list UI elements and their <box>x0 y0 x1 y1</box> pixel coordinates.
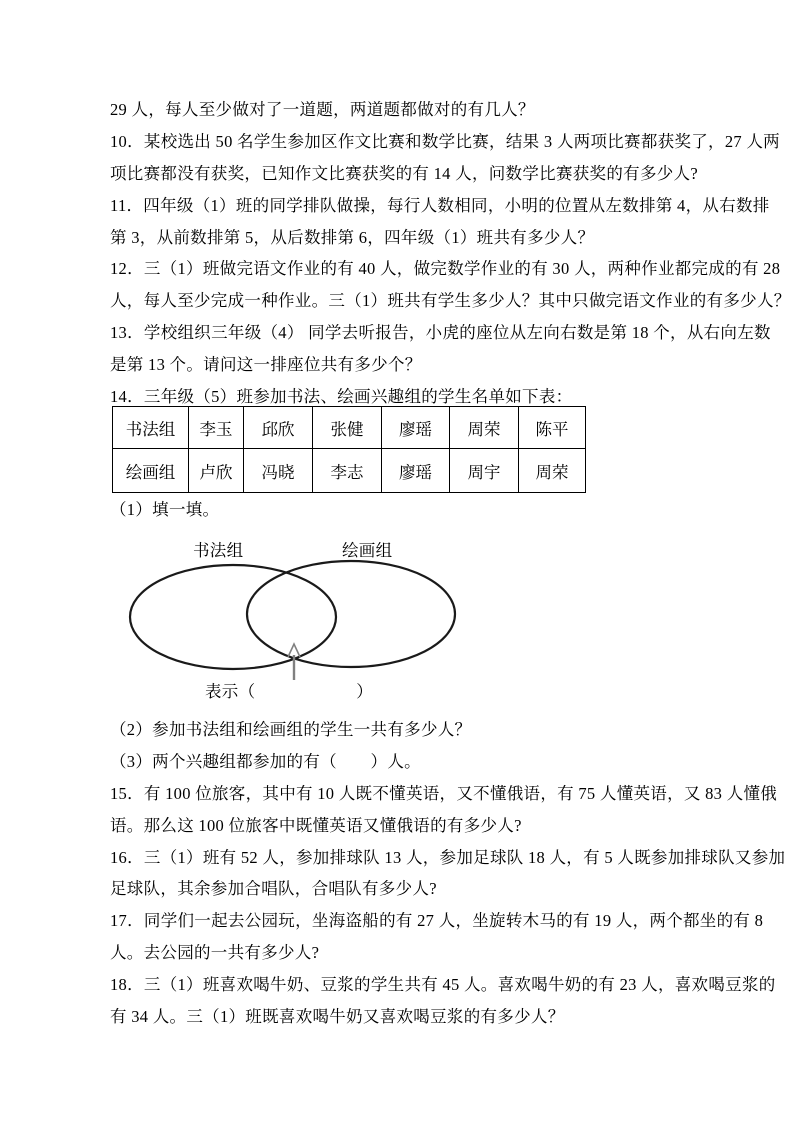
table-cell: 廖瑶 <box>382 407 450 449</box>
table-row-calligraphy <box>113 407 586 449</box>
text-line: 有 34 人。三（1）班既喜欢喝牛奶又喜欢喝豆浆的有多少人？ <box>110 1007 565 1027</box>
venn-right-ellipse <box>247 561 455 667</box>
table-cell: 张健 <box>313 407 382 449</box>
table-cell: 书法组 <box>113 407 189 449</box>
text-line: 足球队，其余参加合唱队，合唱队有多少人? <box>110 879 437 899</box>
text-line: 16．三（1）班有 52 人，参加排球队 13 人，参加足球队 18 人，有 5 人既参加排球队又参加 <box>110 847 786 867</box>
venn-left-set-label: 书法组 <box>193 541 244 560</box>
text-line: 17．同学们一起去公园玩，坐海盗船的有 27 人，坐旋转木马的有 19 人，两个都坐的有 8 <box>110 911 764 931</box>
table-row-painting <box>113 449 586 493</box>
table-cell: 李玉 <box>189 407 244 449</box>
venn-left-ellipse <box>130 565 336 669</box>
fill-in-prompt: （1）填一填。 <box>110 500 220 519</box>
intersection-arrow-icon <box>288 644 300 680</box>
text-line: 项比赛都没有获奖，已知作文比赛获奖的有 14 人，问数学比赛获奖的有多少人? <box>110 163 698 183</box>
table-cell: 周荣 <box>519 449 586 493</box>
text-line: 29 人，每人至少做对了一道题，两道题都做对的有几人？ <box>110 100 535 119</box>
table-cell: 周荣 <box>450 407 519 449</box>
text-line: 人，每人至少完成一种作业。三（1）班共有学生多少人？其中只做完语文作业的有多少人？ <box>110 291 791 311</box>
text-line: 13．学校组织三年级（4） 同学去听报告，小虎的座位从左向右数是第 18 个，从右向左数 <box>110 323 771 343</box>
text-line: （3）两个兴趣组都参加的有（ ）人。 <box>110 751 421 771</box>
text-line: 12．三（1）班做完语文作业的有 40 人，做完数学作业的有 30 人，两种作业都完成的有 28 <box>110 259 781 279</box>
table-cell: 李志 <box>313 449 382 493</box>
venn-diagram <box>110 556 480 686</box>
text-line: 语。那么这 100 位旅客中既懂英语又懂俄语的有多少人? <box>110 815 522 835</box>
venn-caption: 表示（ ） <box>205 682 373 701</box>
questions-bottom-block <box>110 714 786 1033</box>
table-cell: 陈平 <box>519 407 586 449</box>
text-line: 第 3，从前数排第 5，从后数排第 6，四年级（1）班共有多少人？ <box>110 227 595 247</box>
text-line: 14．三年级（5）班参加书法、绘画兴趣组的学生名单如下表： <box>110 387 573 407</box>
text-line: 人。去公园的一共有多少人? <box>110 943 320 963</box>
text-line: （2）参加书法组和绘画组的学生一共有多少人？ <box>110 720 472 739</box>
table-cell: 邱欣 <box>244 407 313 449</box>
text-line: 11．四年级（1）班的同学排队做操，每行人数相同，小明的位置从左数排第 4，从右数排 <box>110 195 770 215</box>
questions-top-block <box>110 94 791 413</box>
venn-right-set-label: 绘画组 <box>342 541 393 560</box>
table-cell: 绘画组 <box>113 449 189 493</box>
student-roster-table <box>112 406 586 493</box>
table-cell: 廖瑶 <box>382 449 450 493</box>
text-line: 是第 13 个。请问这一排座位共有多少个？ <box>110 355 422 375</box>
table-cell: 周宇 <box>450 449 519 493</box>
text-line: 18．三（1）班喜欢喝牛奶、豆浆的学生共有 45 人。喜欢喝牛奶的有 23 人，喜欢喝豆浆的 <box>110 975 776 995</box>
text-line: 10．某校选出 50 名学生参加区作文比赛和数学比赛，结果 3 人两项比赛都获奖了，27 人两 <box>110 131 780 151</box>
table-cell: 冯晓 <box>244 449 313 493</box>
text-line: 15．有 100 位旅客，其中有 10 人既不懂英语，又不懂俄语，有 75 人懂英语，又 83 人懂俄 <box>110 783 778 803</box>
table-cell: 卢欣 <box>189 449 244 493</box>
